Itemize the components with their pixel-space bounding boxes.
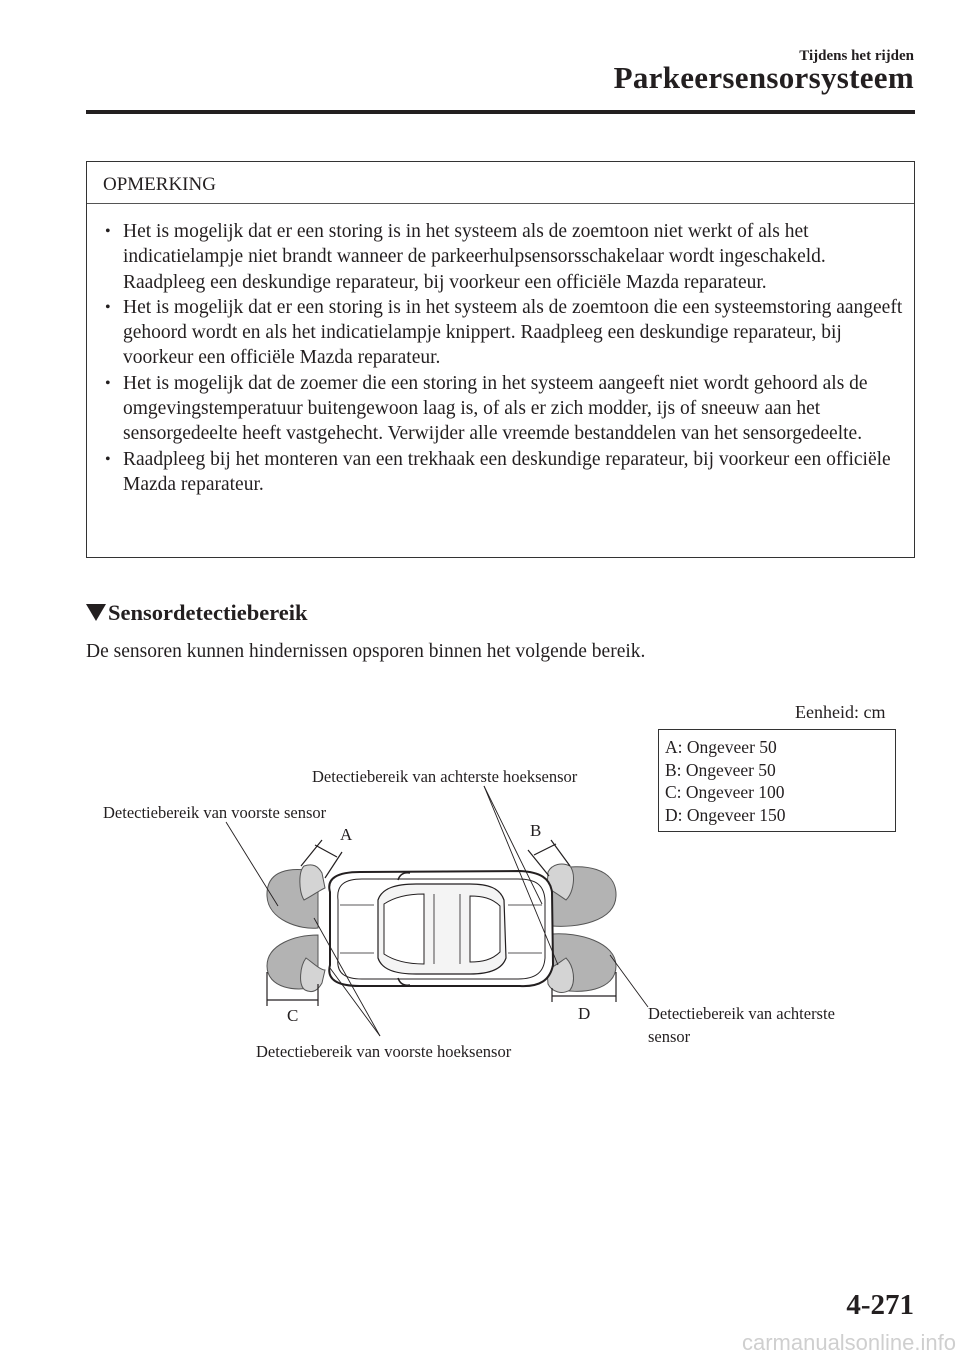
sensor-range-diagram (86, 690, 916, 1070)
page-title: Parkeersensorsysteem (613, 60, 914, 95)
note-box (86, 161, 915, 558)
note-item-text: Het is mogelijk dat er een storing is in het systeem als de zoemtoon die een systeemstoring aangeeft gehoord wordt en als het indicatielampje knippert. Raadpleeg een deskundige reparateur, bij voorkeur een officiële Mazda reparateur. (123, 296, 903, 369)
front-corner-zone-upper (300, 865, 325, 900)
note-item (103, 371, 903, 447)
label-rear-sensor-line2: sensor (648, 1027, 691, 1046)
note-list (103, 219, 903, 497)
triangle-marker-icon (86, 604, 106, 621)
legend-item: A: Ongeveer 50 (665, 737, 777, 757)
front-corner-zone-lower (301, 958, 325, 992)
bullet-icon: • (105, 298, 111, 316)
section-heading (86, 600, 308, 626)
legend-item: D: Ongeveer 150 (665, 804, 786, 825)
note-item (103, 447, 903, 498)
legend-item: C: Ongeveer 100 (665, 782, 785, 803)
label-front-sensor: Detectiebereik van voorste sensor (103, 803, 327, 822)
label-rear-corner-sensor: Detectiebereik van achterste hoeksensor (312, 767, 578, 786)
unit-label: Eenheid: cm (795, 702, 886, 722)
note-item-text: Het is mogelijk dat er een storing is in het systeem als de zoemtoon niet werkt of als het indicatielampje niet brandt wanneer de parkeerhulpsensorsschakelaar wordt ingeschakeld. Raadpleeg een deskundige reparateur, bij voorkeur een officiële Mazda reparateur. (123, 221, 826, 293)
section-heading-text: Sensordetectiebereik (108, 600, 308, 625)
label-a: A (340, 825, 353, 844)
car-top-view (329, 871, 553, 986)
note-item (103, 219, 903, 295)
page-number: 4-271 (846, 1289, 914, 1321)
section-intro: De sensoren kunnen hindernissen opsporen binnen het volgende bereik. (86, 641, 646, 662)
label-b: B (530, 821, 542, 840)
watermark: carmanualsonline.info (741, 1330, 956, 1355)
note-header (87, 162, 914, 204)
label-c: C (287, 1006, 299, 1025)
bullet-icon: • (105, 450, 111, 468)
label-rear-sensor-line1: Detectiebereik van achterste (648, 1004, 835, 1023)
note-item-text: Raadpleeg bij het monteren van een trekhaak een deskundige reparateur, bij voorkeur een officiële Mazda reparateur. (123, 448, 891, 495)
bullet-icon: • (105, 223, 111, 240)
note-item (103, 295, 903, 371)
note-item-text: Het is mogelijk dat de zoemer die een storing in het systeem aangeeft niet wordt gehoord als de omgevingstemperatuur buitengewoon laag is, of als er zich modder, ijs of sneeuw aan het sensorgedeelte heeft vastgehecht. Verwijder alle vreemde bestanddelen van het sensorgedeelte. (123, 372, 868, 445)
bullet-icon: • (105, 374, 111, 392)
legend-item: B: Ongeveer 50 (665, 759, 776, 780)
label-d: D (578, 1004, 591, 1023)
label-front-corner-sensor: Detectiebereik van voorste hoeksensor (256, 1042, 512, 1061)
header-divider (86, 110, 915, 114)
note-title: OPMERKING (103, 174, 216, 195)
section-subtitle: Tijdens het rijden (799, 48, 914, 64)
